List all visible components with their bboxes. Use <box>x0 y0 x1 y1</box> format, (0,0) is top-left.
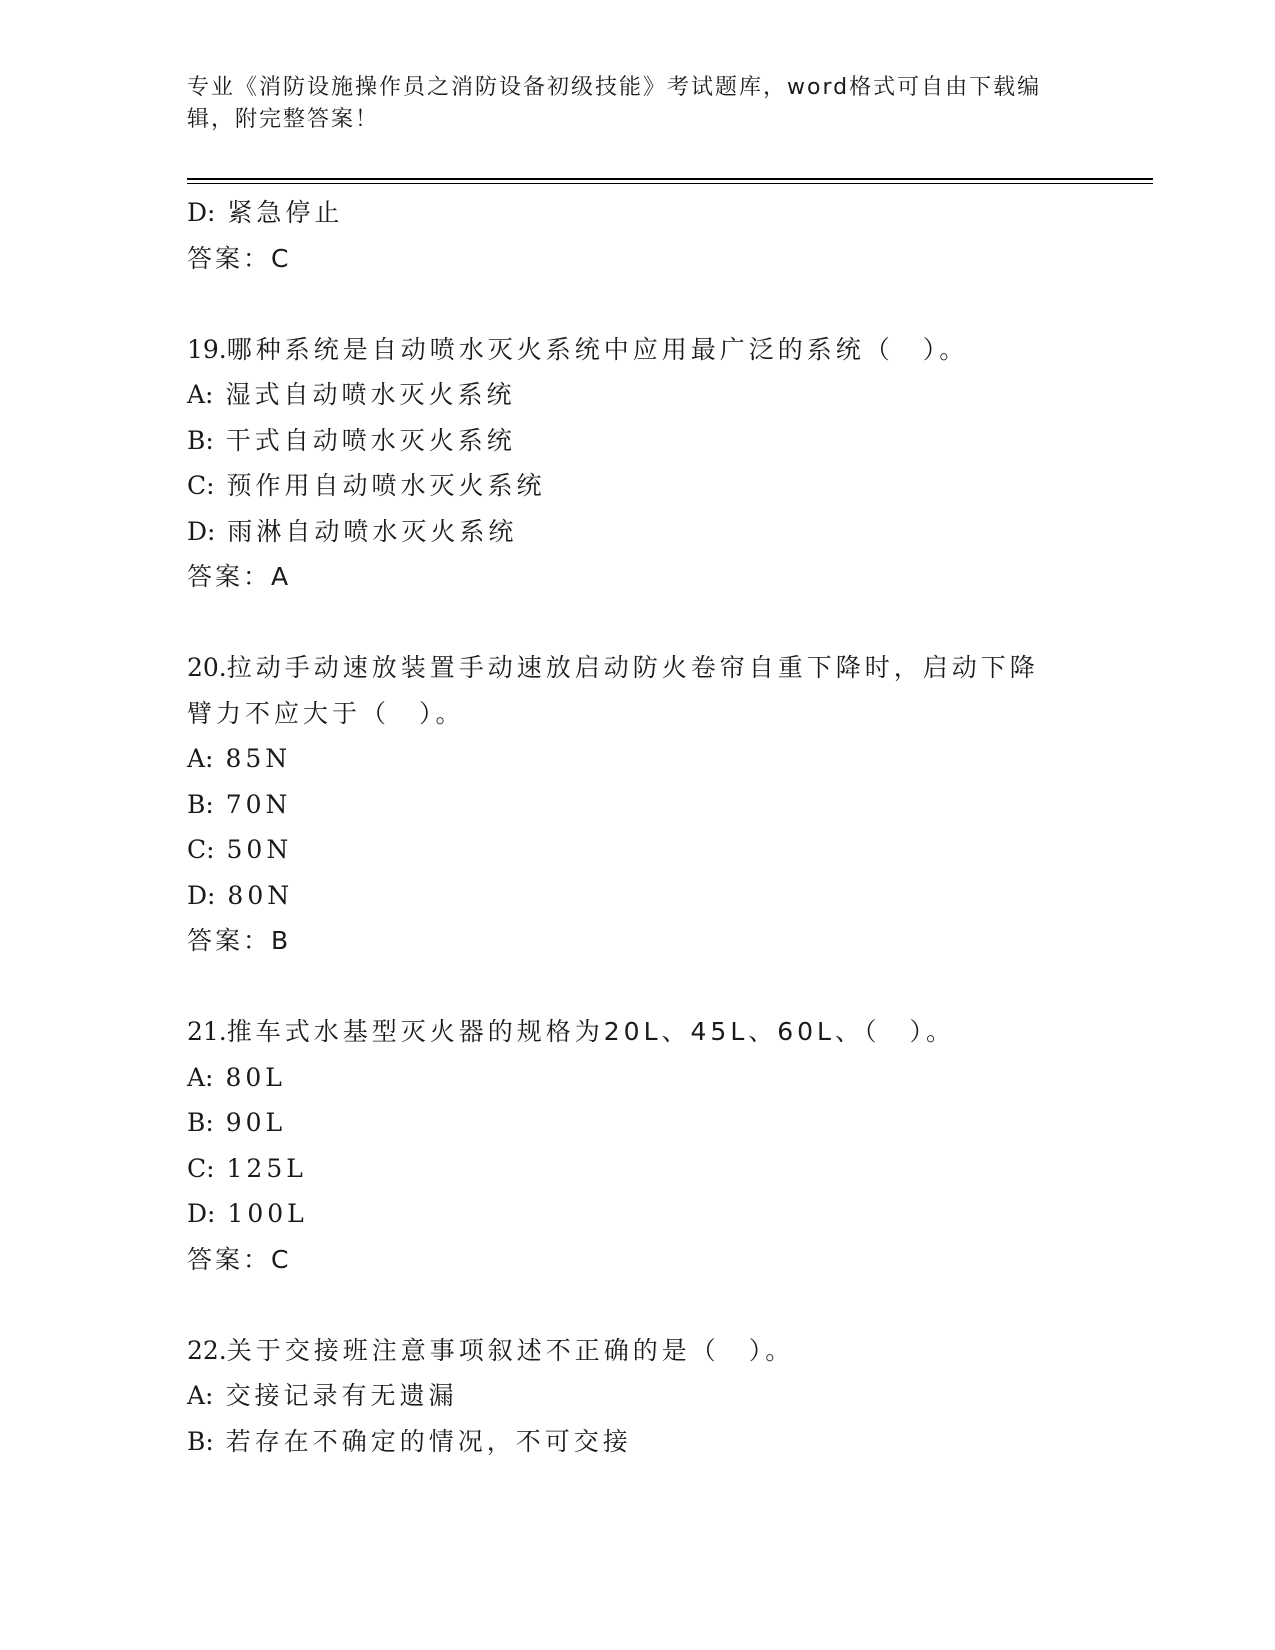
option-key: B: <box>187 1426 214 1456</box>
answer-value: C <box>271 1244 292 1274</box>
option-text: 干式自动喷水灭火系统 <box>225 425 516 455</box>
question-text: 关于交接班注意事项叙述不正确的是（ ）。 <box>226 1335 795 1365</box>
option-text: 交接记录有无遗漏 <box>225 1381 458 1410</box>
answer-value: A <box>271 562 292 591</box>
option-b <box>187 418 1087 464</box>
option-key: B: <box>187 425 214 455</box>
option-key: C: <box>187 471 215 500</box>
option-key: A: <box>187 744 214 773</box>
answer-label: 答案： <box>187 1244 272 1274</box>
option-b <box>187 1100 1087 1146</box>
question-number: 21. <box>187 1017 227 1046</box>
option-key: B: <box>187 1108 214 1137</box>
option-key: A: <box>187 380 214 409</box>
answer-line <box>187 236 1087 282</box>
answer-label: 答案： <box>187 243 272 273</box>
question-stem <box>187 1328 1087 1374</box>
option-b <box>187 782 1087 828</box>
option-a <box>187 1055 1087 1101</box>
option-text: 雨淋自动喷水灭火系统 <box>227 516 518 546</box>
option-text: 湿式自动喷水灭火系统 <box>225 380 516 409</box>
option-d <box>187 1191 1087 1237</box>
answer-line <box>187 918 1087 964</box>
option-text: 70N <box>225 789 292 819</box>
header-divider-thin <box>187 183 1153 184</box>
question-number: 22. <box>187 1335 227 1365</box>
option-d <box>187 873 1087 919</box>
option-a <box>187 1373 1087 1419</box>
answer-label: 答案： <box>187 926 272 955</box>
answer-label: 答案： <box>187 562 272 591</box>
option-key: A: <box>187 1381 214 1410</box>
option-c <box>187 1146 1087 1192</box>
option-key: D: <box>187 1199 216 1228</box>
option-key: D: <box>187 880 216 910</box>
option-text: 50N <box>226 835 293 864</box>
option-key: B: <box>187 789 214 819</box>
option-c <box>187 463 1087 509</box>
option-text: 90L <box>225 1108 287 1137</box>
option-key: C: <box>187 1153 215 1183</box>
option-key: A: <box>187 1062 214 1092</box>
option-key: D: <box>187 516 216 546</box>
option-text: 100L <box>227 1199 308 1228</box>
question-stem <box>187 327 1087 373</box>
question-text: 推车式水基型灭火器的规格为20L、45L、60L、（ ）。 <box>226 1017 955 1046</box>
option-key: D: <box>187 198 216 227</box>
option-c <box>187 827 1087 873</box>
option-a <box>187 736 1087 782</box>
question-list <box>187 190 1087 1464</box>
page-header: 专业《消防设施操作员之消防设备初级技能》考试题库，word格式可自由下载编辑，附完整答案！ <box>187 75 1042 132</box>
option-key: C: <box>187 835 215 864</box>
question-number: 19. <box>187 334 227 364</box>
option-text: 若存在不确定的情况，不可交接 <box>225 1426 632 1456</box>
answer-value: B <box>271 926 292 955</box>
question-text: 哪种系统是自动喷水灭火系统中应用最广泛的系统（ ）。 <box>226 334 969 364</box>
option-text: 紧急停止 <box>227 198 344 227</box>
option-text: 85N <box>225 744 292 773</box>
answer-line <box>187 1237 1087 1283</box>
option-b <box>187 1419 1087 1465</box>
answer-line <box>187 554 1087 600</box>
option-d <box>187 190 1087 236</box>
option-text: 125L <box>226 1153 307 1183</box>
option-d <box>187 509 1087 555</box>
question-stem <box>187 645 1047 736</box>
header-divider <box>187 178 1153 180</box>
option-a <box>187 372 1087 418</box>
option-text: 80N <box>227 880 294 910</box>
option-text: 80L <box>225 1062 286 1092</box>
answer-value: C <box>271 243 292 273</box>
option-text: 预作用自动喷水灭火系统 <box>226 471 546 500</box>
question-number: 20. <box>187 653 227 682</box>
question-stem <box>187 1009 1087 1055</box>
question-text: 拉动手动速放装置手动速放启动防火卷帘自重下降时，启动下降臂力不应大于（ ）。 <box>187 653 1039 728</box>
